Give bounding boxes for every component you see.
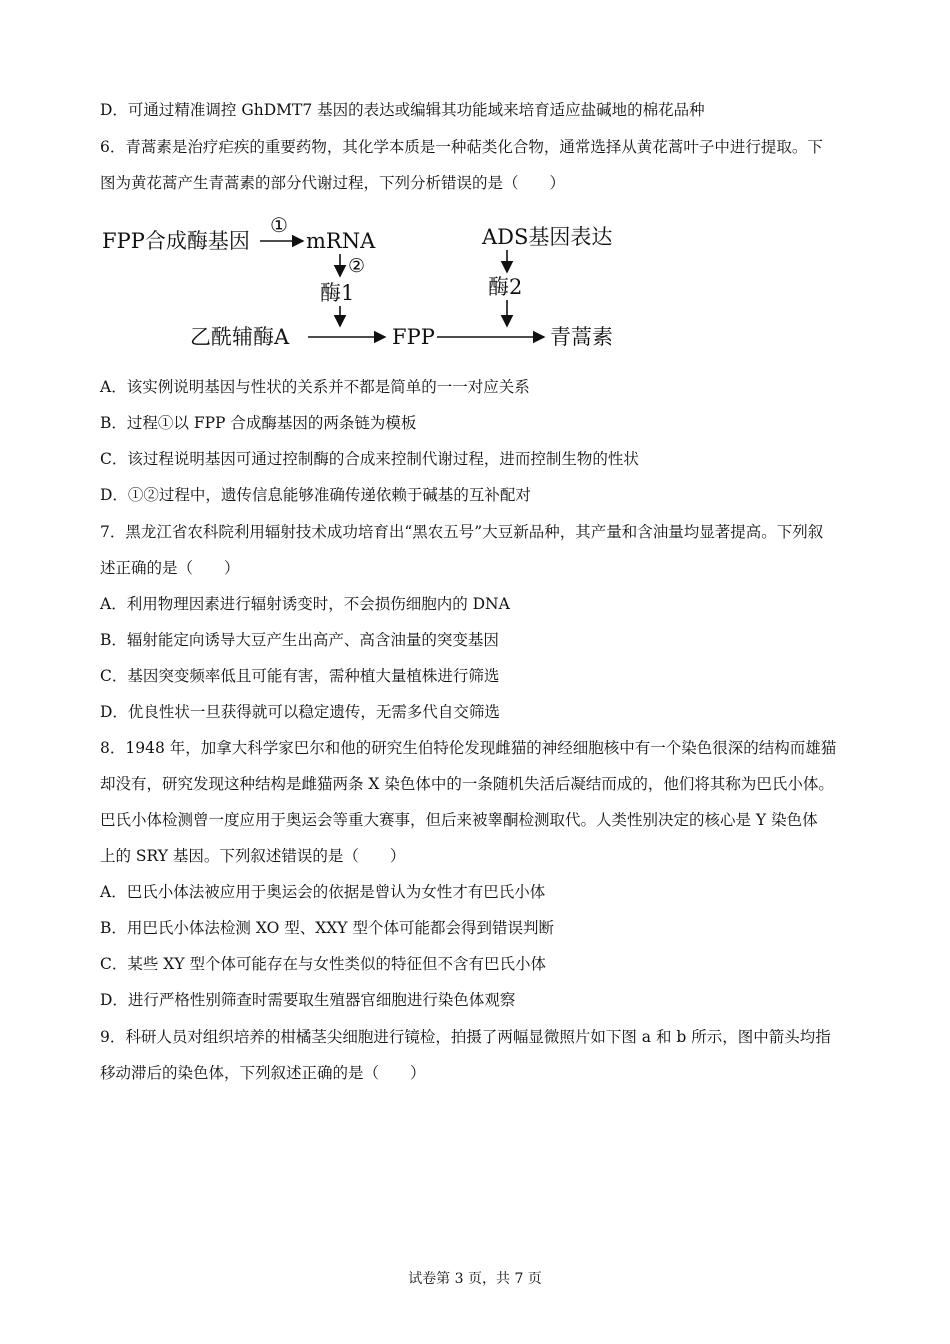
question-7-stem: 7．黑龙江省农科院利用辐射技术成功培育出“黑农五号”大豆新品种，其产量和含油量均显著提高。下列叙: [100, 523, 824, 541]
question-6-stem: 6．青蒿素是治疗疟疾的重要药物，其化学本质是一种萜类化合物，通常选择从黄花蒿叶子中进行提取。下: [100, 138, 823, 156]
acetyl-coa-label: 乙酰辅酶A: [190, 325, 290, 349]
fpp-label: FPP: [392, 325, 435, 349]
artemisinin-label: 青蒿素: [550, 325, 613, 349]
option-d-q5: D．可通过精准调控 GhDMT7 基因的表达或编辑其功能域来培育适应盐碱地的棉花品种: [100, 101, 705, 119]
option-a-q7: A．利用物理因素进行辐射诱变时，不会损伤细胞内的 DNA: [100, 595, 510, 613]
option-b-q8: B．用巴氏小体法检测 XO 型、XXY 型个体可能都会得到错误判断: [100, 919, 554, 937]
question-7-stem-cont: 述正确的是（ ）: [100, 559, 240, 577]
option-d-q6: D．①②过程中，遗传信息能够准确传递依赖于碱基的互补配对: [100, 486, 531, 504]
question-9-stem: 9．科研人员对组织培养的柑橘茎尖细胞进行镜检，拍摄了两幅显微照片如下图 a 和 b 所示，图中箭头均指: [100, 1028, 831, 1046]
option-b-q6: B．过程①以 FPP 合成酶基因的两条链为模板: [100, 414, 417, 432]
question-9-stem-cont: 移动滞后的染色体，下列叙述正确的是（ ）: [100, 1064, 426, 1082]
question-8-stem-3: 巴氏小体检测曾一度应用于奥运会等重大赛事，但后来被睾酮检测取代。人类性别决定的核心是 Y 染色体: [100, 811, 818, 829]
enzyme2-label: 酶2: [488, 275, 523, 299]
option-a-q6: A．该实例说明基因与性状的关系并不都是简单的一一对应关系: [100, 378, 530, 396]
question-6-stem-cont: 图为黄花蒿产生青蒿素的部分代谢过程，下列分析错误的是（ ）: [100, 174, 566, 192]
option-d-q8: D．进行严格性别筛查时需要取生殖器官细胞进行染色体观察: [100, 991, 516, 1009]
option-c-q8: C．某些 XY 型个体可能存在与女性类似的特征但不含有巴氏小体: [100, 955, 546, 973]
question-8-stem: 8．1948 年，加拿大科学家巴尔和他的研究生伯特伦发现雌猫的神经细胞核中有一个染色很深的结构而雄猫: [100, 739, 837, 757]
enzyme1-label: 酶1: [320, 281, 355, 305]
option-c-q7: C．基因突变频率低且可能有害，需种植大量植株进行筛选: [100, 667, 500, 685]
option-a-q8: A．巴氏小体法被应用于奥运会的依据是曾认为女性才有巴氏小体: [100, 883, 546, 901]
step1-label: ①: [270, 213, 288, 237]
step2-label: ②: [348, 255, 366, 277]
question-8-stem-2: 却没有，研究发现这种结构是雌猫两条 X 染色体中的一条随机失活后凝结而成的，他们将其称为巴氏小体。: [100, 775, 834, 793]
metabolic-pathway-diagram: [100, 212, 640, 357]
option-d-q7: D．优良性状一旦获得就可以稳定遗传，无需多代自交筛选: [100, 703, 500, 721]
ads-gene-label: ADS基因表达: [482, 225, 613, 249]
fpp-gene-label: FPP合成酶基因: [102, 229, 250, 253]
option-b-q7: B．辐射能定向诱导大豆产生出高产、高含油量的突变基因: [100, 631, 499, 649]
question-8-stem-4: 上的 SRY 基因。下列叙述错误的是（ ）: [100, 847, 406, 865]
mrna-label: mRNA: [306, 229, 376, 253]
option-c-q6: C．该过程说明基因可通过控制酶的合成来控制代谢过程，进而控制生物的性状: [100, 450, 639, 468]
page-footer: 试卷第 3 页，共 7 页: [408, 1271, 542, 1287]
